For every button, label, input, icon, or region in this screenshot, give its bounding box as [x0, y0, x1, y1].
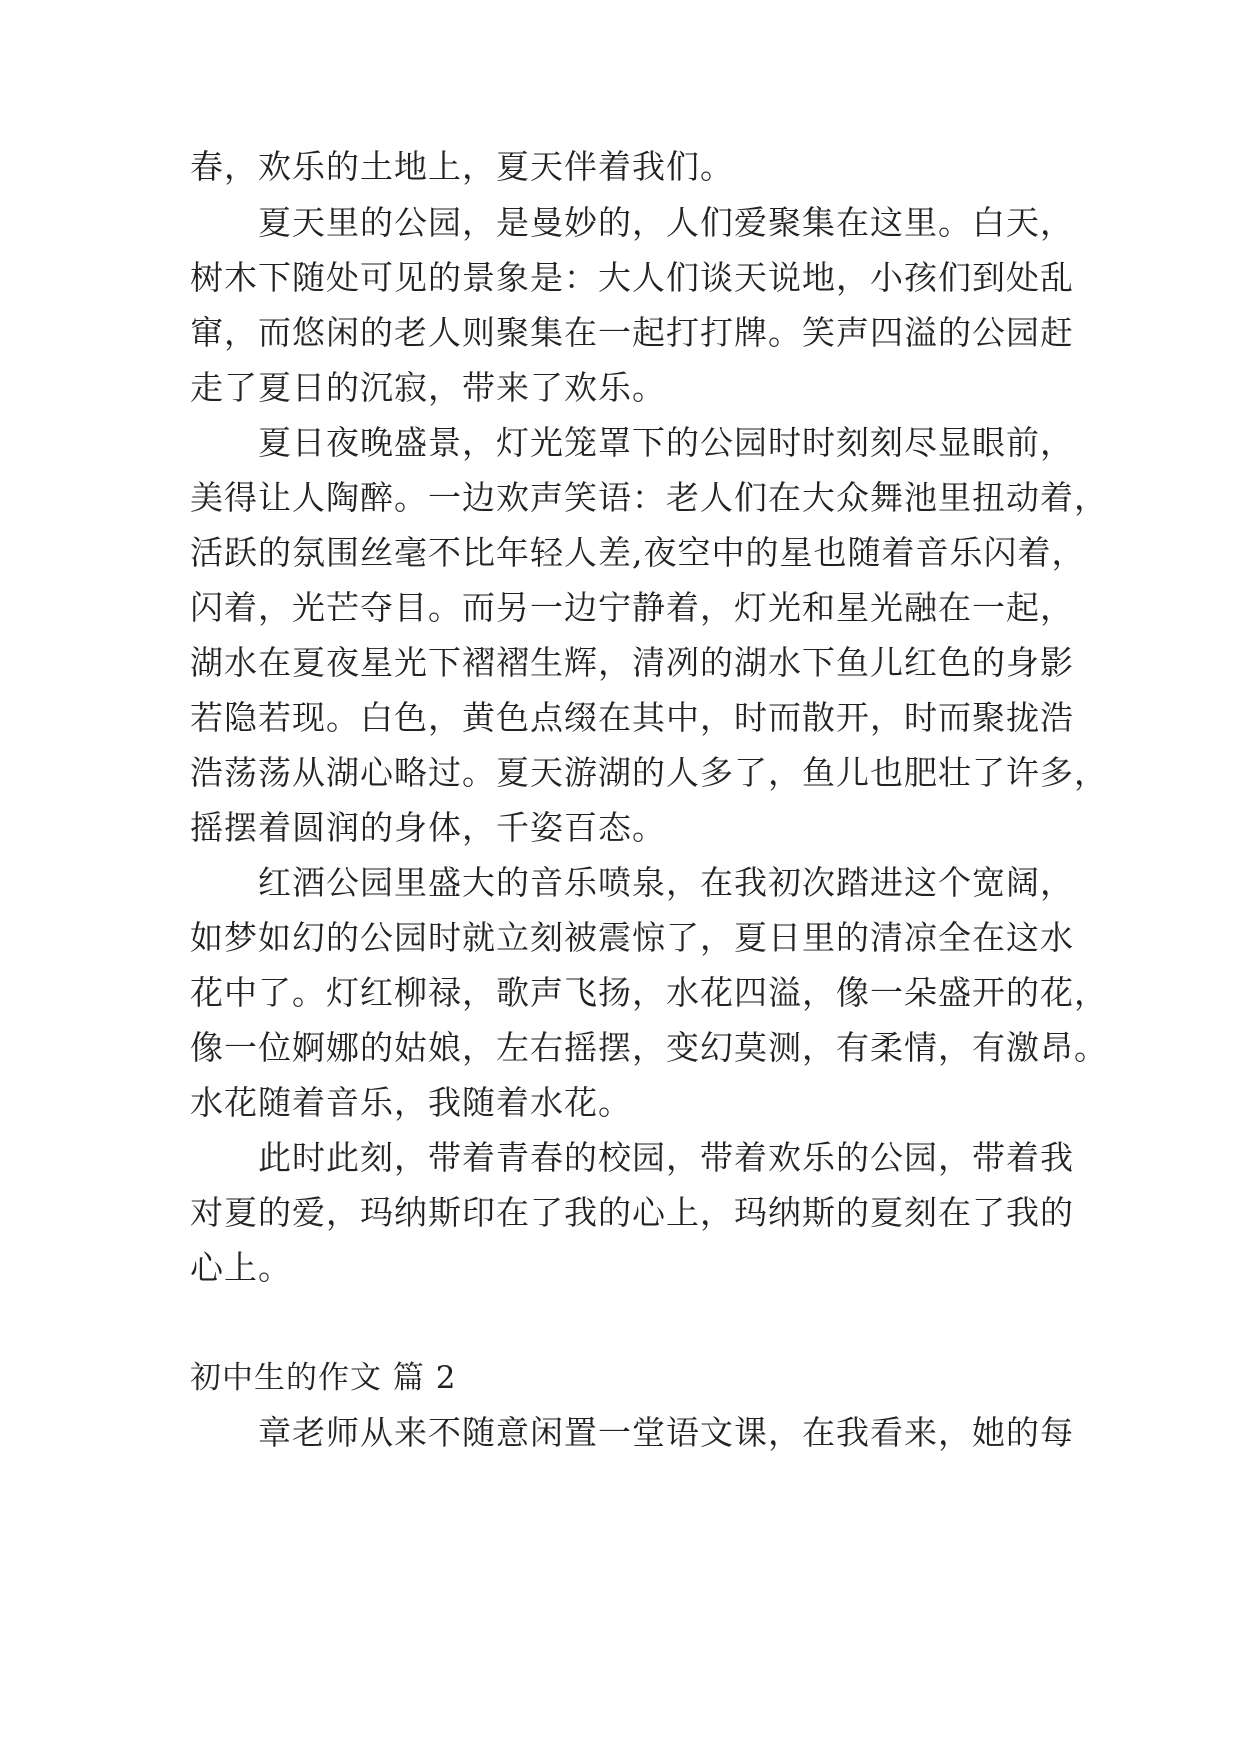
text-line: 若隐若现。白色，黄色点缀在其中，时而散开，时而聚拢浩 — [190, 698, 1074, 737]
section-heading: 初中生的作文 篇 2 — [190, 1360, 457, 1396]
text-line: 红酒公园里盛大的音乐喷泉，在我初次踏进这个宽阔， — [258, 863, 1074, 902]
text-line: 窜，而悠闲的老人则聚集在一起打打牌。笑声四溢的公园赶 — [190, 313, 1074, 352]
text-line: 花中了。灯红柳禄，歌声飞扬，水花四溢，像一朵盛开的花， — [190, 973, 1108, 1012]
text-line: 对夏的爱，玛纳斯印在了我的心上，玛纳斯的夏刻在了我的 — [190, 1193, 1074, 1232]
text-line: 水花随着音乐，我随着水花。 — [190, 1083, 632, 1122]
text-line: 树木下随处可见的景象是：大人们谈天说地，小孩们到处乱 — [190, 258, 1074, 297]
text-line: 夏日夜晚盛景，灯光笼罩下的公园时时刻刻尽显眼前， — [258, 423, 1074, 462]
text-line: 活跃的氛围丝毫不比年轻人差,夜空中的星也随着音乐闪着， — [190, 533, 1086, 572]
text-line: 章老师从来不随意闲置一堂语文课，在我看来，她的每 — [258, 1413, 1074, 1452]
text-line: 美得让人陶醉。一边欢声笑语：老人们在大众舞池里扭动着， — [190, 478, 1108, 517]
text-line: 走了夏日的沉寂，带来了欢乐。 — [190, 368, 666, 407]
text-line: 摇摆着圆润的身体，千姿百态。 — [190, 808, 666, 847]
text-line: 夏天里的公园，是曼妙的，人们爱聚集在这里。白天， — [258, 203, 1074, 242]
text-line: 像一位婀娜的姑娘，左右摇摆，变幻莫测，有柔情，有激昂。 — [190, 1028, 1108, 1067]
text-line: 如梦如幻的公园时就立刻被震惊了，夏日里的清凉全在这水 — [190, 918, 1074, 957]
text-line: 此时此刻，带着青春的校园，带着欢乐的公园，带着我 — [258, 1138, 1074, 1177]
text-line: 闪着，光芒夺目。而另一边宁静着，灯光和星光融在一起， — [190, 588, 1074, 627]
text-line: 浩荡荡从湖心略过。夏天游湖的人多了，鱼儿也肥壮了许多， — [190, 753, 1108, 792]
text-line: 春，欢乐的土地上，夏天伴着我们。 — [190, 147, 734, 186]
text-line: 心上。 — [190, 1248, 292, 1287]
text-line: 湖水在夏夜星光下褶褶生辉，清冽的湖水下鱼儿红色的身影 — [190, 643, 1074, 682]
